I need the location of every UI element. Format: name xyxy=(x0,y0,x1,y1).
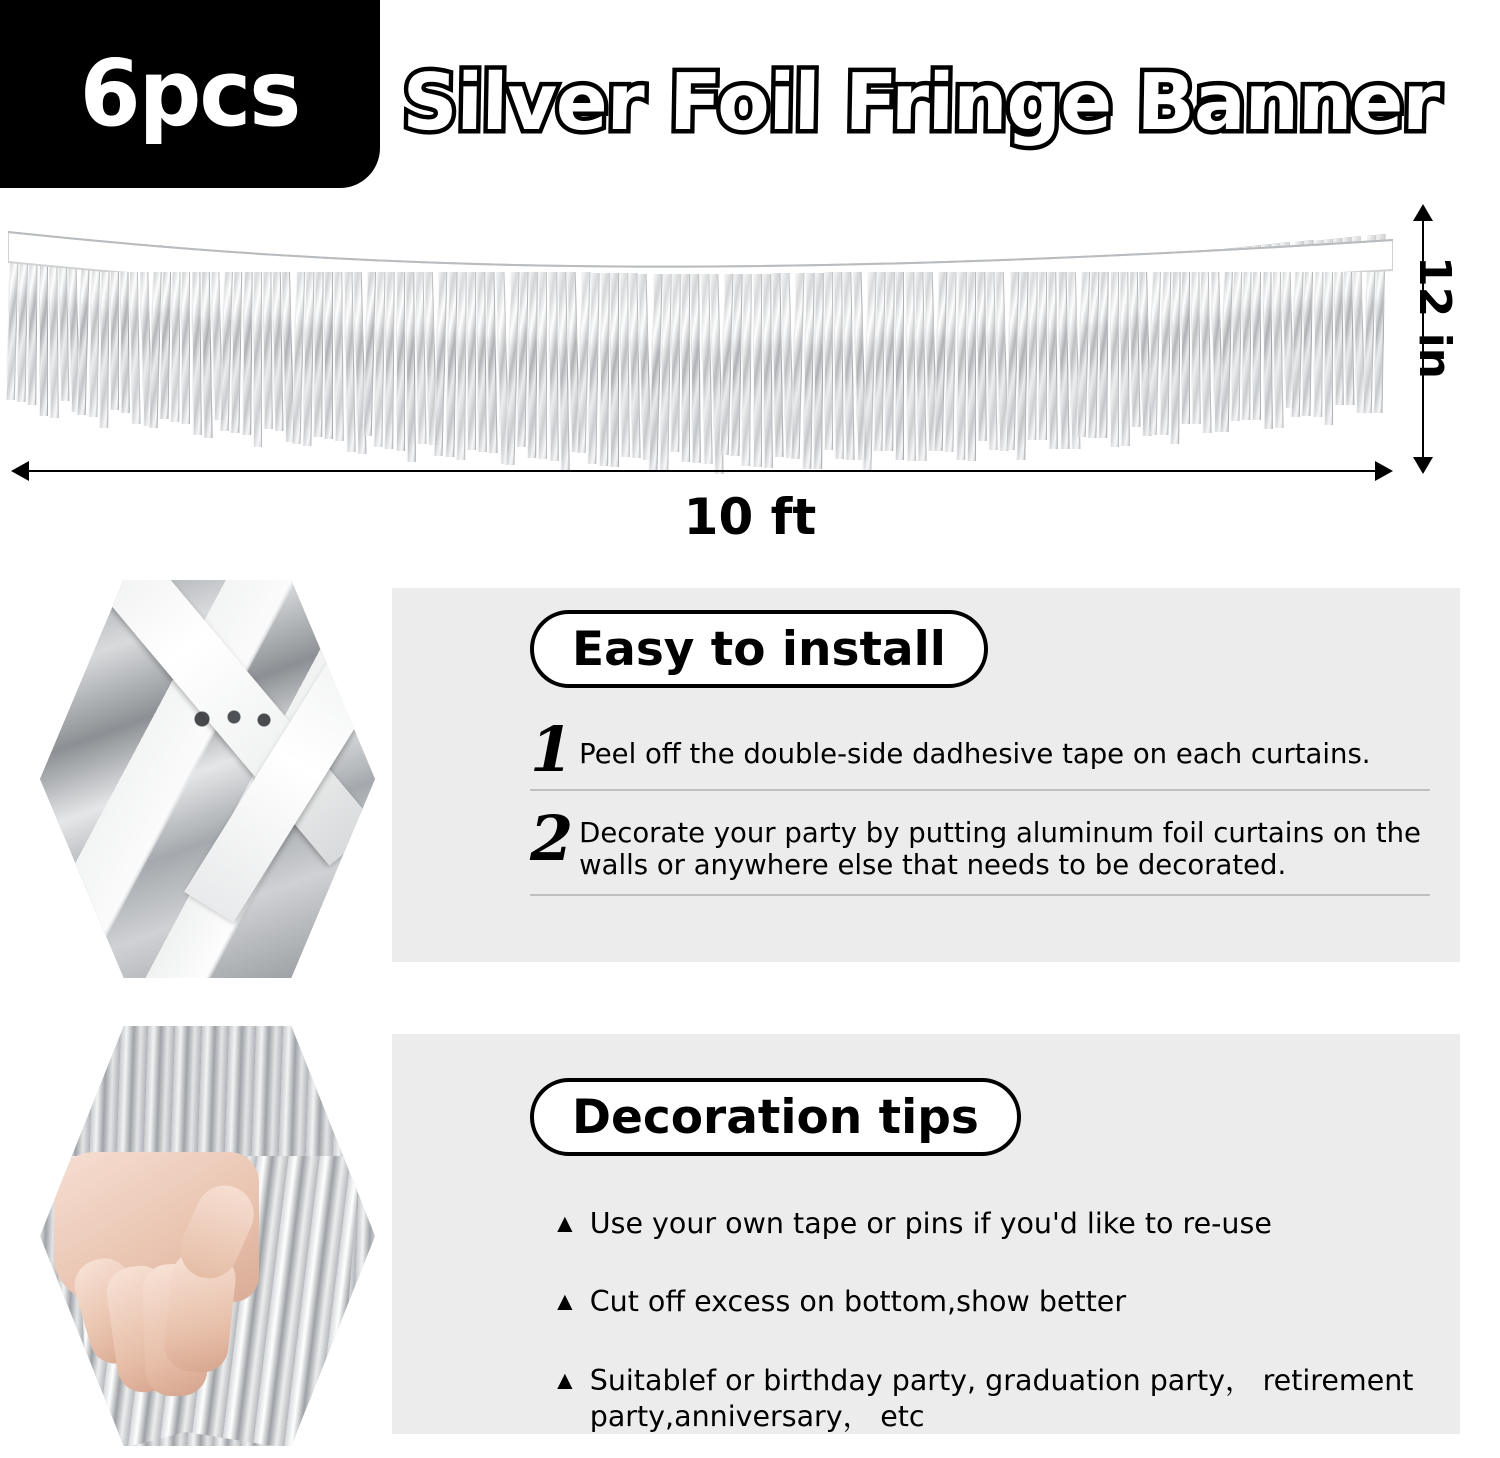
triangle-bullet-icon: ▲ xyxy=(552,1208,578,1238)
fringe-strand xyxy=(1038,262,1047,440)
triangle-bullet-icon: ▲ xyxy=(552,1286,578,1317)
fringe-strand xyxy=(895,270,904,460)
fringe-strand xyxy=(1252,245,1261,420)
fringe-strand xyxy=(742,274,753,466)
list-item xyxy=(552,1284,1452,1320)
fringe-strand xyxy=(1324,239,1333,426)
width-dimension-label: 10 ft xyxy=(683,488,817,546)
fringe-strand xyxy=(181,248,190,424)
fringe-strand xyxy=(39,235,48,416)
fringe-strand xyxy=(445,267,457,457)
tip-text: Use your own tape or pins if you'd like to re-use xyxy=(589,1207,1272,1240)
tape-detail xyxy=(190,705,280,735)
fringe-strand xyxy=(396,264,405,450)
fringe-strand xyxy=(110,242,119,411)
height-dimension-label: 12 in xyxy=(1409,256,1461,379)
fringe-strand xyxy=(670,274,681,452)
fringe-strand xyxy=(385,264,396,449)
install-steps xyxy=(530,713,1430,918)
arrow-down-icon xyxy=(1413,457,1433,474)
fringe-strand xyxy=(28,234,38,405)
fringe-strand xyxy=(1099,258,1110,438)
fringe-strand xyxy=(538,271,547,459)
fringe-strand xyxy=(467,268,476,450)
fringe-strand xyxy=(599,273,610,466)
list-item xyxy=(530,713,1430,791)
fringe-strand xyxy=(1048,262,1059,449)
tape-photo xyxy=(40,580,375,978)
heading-easy-to-install xyxy=(530,610,988,688)
fringe-strand xyxy=(588,273,600,464)
fringe-strand xyxy=(1262,244,1273,429)
triangle-bullet-icon: ▲ xyxy=(552,1364,578,1395)
fringe-strand xyxy=(1181,251,1190,423)
step-text: Peel off the double-side dadhesive tape on each curtains. xyxy=(579,738,1371,770)
fringe-strands xyxy=(8,224,1393,459)
fringe-strand xyxy=(456,268,467,460)
fringe-strand xyxy=(945,268,957,452)
fringe-strand xyxy=(956,267,967,460)
fringe-banner-image xyxy=(8,224,1393,459)
list-item xyxy=(530,801,1430,896)
fringe-strand xyxy=(905,270,916,461)
step-number: 1 xyxy=(530,713,574,786)
page-title-text: Silver Foil Fringe Banner xyxy=(401,58,1440,148)
fringe-strand xyxy=(170,247,181,422)
fringe-strand xyxy=(813,273,824,469)
fringe-strand xyxy=(967,267,976,461)
arrow-left-icon xyxy=(11,461,29,481)
fringe-strand xyxy=(1027,263,1038,440)
fringe-strand xyxy=(48,236,59,418)
heading-decoration-tips-label: Decoration tips xyxy=(572,1089,979,1145)
page-title xyxy=(392,48,1482,158)
fringe-strand xyxy=(313,259,324,437)
fringe-strand xyxy=(1302,240,1314,416)
tip-text: Cut off excess on bottom,show better xyxy=(589,1285,1127,1319)
heading-easy-to-install-label: Easy to install xyxy=(572,621,946,677)
fringe-strand xyxy=(191,249,202,435)
fringe-strand xyxy=(753,274,762,467)
fringe-strand xyxy=(824,272,833,449)
fringe-strand xyxy=(334,260,345,441)
fringe-strand xyxy=(1313,240,1324,417)
heading-decoration-tips xyxy=(530,1078,1021,1156)
tape-photo-image xyxy=(40,580,375,978)
fringe-strand xyxy=(99,241,110,428)
width-dimension-line xyxy=(28,470,1376,472)
list-item xyxy=(552,1206,1452,1242)
hand-holding-fringe-photo xyxy=(40,1026,375,1446)
tip-text: Suitablef or birthday party, graduation party， retirement party,anniversary， etc xyxy=(589,1363,1414,1434)
fringe-strand xyxy=(1170,252,1181,444)
header xyxy=(0,0,1500,190)
fringe-strand xyxy=(231,252,243,433)
fringe-strand xyxy=(691,274,702,463)
fringe-strand xyxy=(884,270,895,451)
step-text: Decorate your party by putting aluminum foil curtains on the walls or anywhere else that needs to be decorated. xyxy=(579,816,1421,882)
hand-photo-image xyxy=(40,1026,375,1446)
section-easy-to-install xyxy=(0,572,1500,987)
fringe-strand xyxy=(253,254,262,446)
arrow-right-icon xyxy=(1375,461,1393,481)
fringe-strand xyxy=(610,273,619,467)
product-hero xyxy=(0,196,1500,564)
fringe-strand xyxy=(681,274,690,462)
fringe-strand xyxy=(1110,257,1119,447)
fringe-strand xyxy=(1159,253,1171,435)
fringe-strand xyxy=(527,271,538,458)
quantity-badge-label: 6pcs xyxy=(80,40,300,147)
fringe-strand xyxy=(242,253,253,435)
list-item xyxy=(552,1363,1452,1436)
section-decoration-tips xyxy=(0,1018,1500,1458)
quantity-badge xyxy=(0,0,380,188)
fringe-strand xyxy=(1241,246,1252,420)
step-number: 2 xyxy=(530,801,574,875)
fringe-strand xyxy=(324,260,333,440)
fringe-strand xyxy=(88,240,100,417)
decoration-tips-list xyxy=(552,1206,1452,1458)
arrow-up-icon xyxy=(1413,204,1433,221)
